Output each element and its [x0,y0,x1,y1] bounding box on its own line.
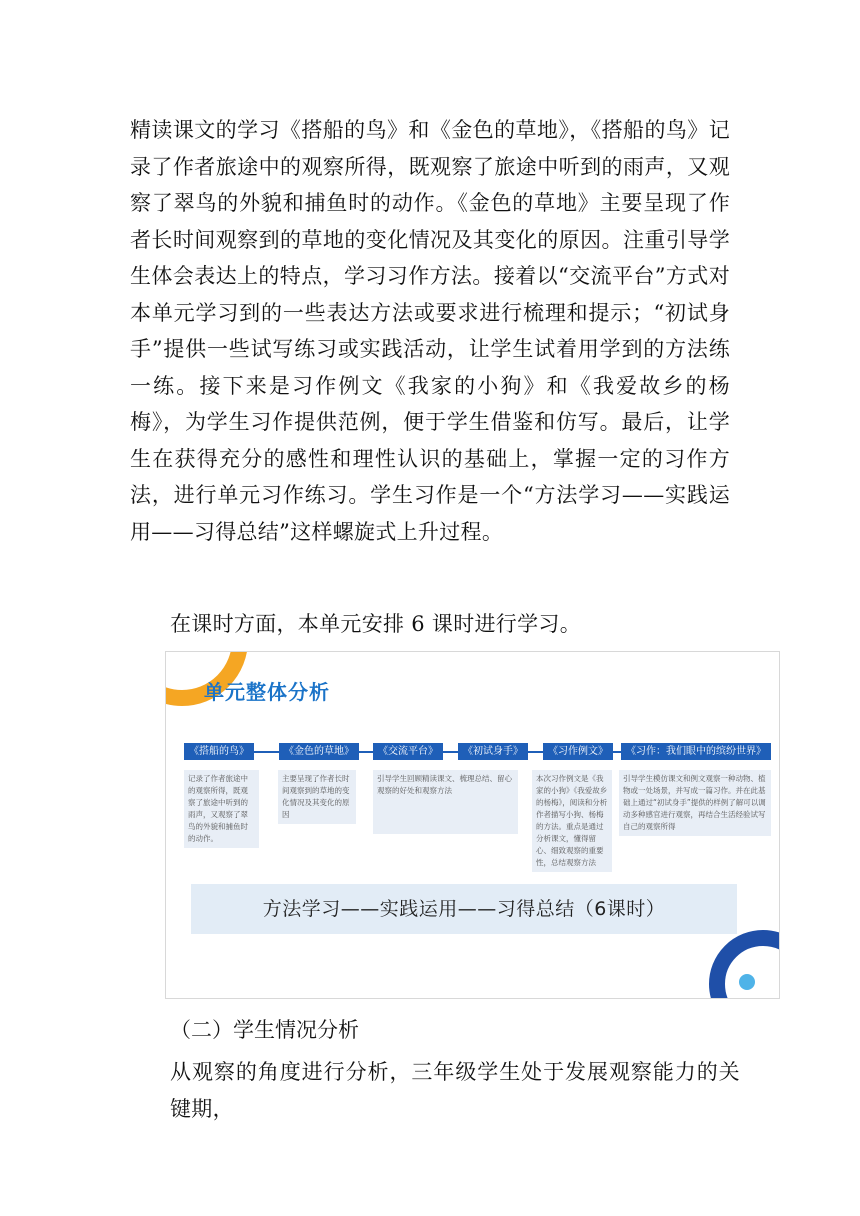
section-heading: （二）学生情况分析 [170,1018,359,1042]
timeline-tag: 《习作例文》 [543,743,613,760]
timeline-tag: 《习作：我们眼中的缤纷世界》 [621,743,771,760]
timeline-tag: 《交流平台》 [373,743,443,760]
slide-title: 单元整体分析 [204,680,330,704]
timeline-tag: 《初试身手》 [458,743,528,760]
body-paragraph-2: 在课时方面，本单元安排 6 课时进行学习。 [170,612,582,636]
method-banner: 方法学习——实践运用——习得总结（6课时） [191,884,737,934]
timeline-tag: 《金色的草地》 [279,743,359,760]
decorative-dot [739,974,755,990]
timeline-note: 引导学生模仿课文和例文观察一种动物、植物或一处场景，并写成一篇习作。并在此基础上通过“初试身手”提供的样例了解可以调动多种感官进行观察，再结合生活经验试写自己的观察所得 [619,770,771,836]
timeline-note: 本次习作例文是《我家的小狗》《我爱故乡的杨梅》，阅读和分析作者描写小狗、杨梅的方法。重点是通过分析课文，懂得留心、细致观察的重要性，总结观察方法 [532,770,612,872]
body-paragraph-3: 从观察的角度进行分析，三年级学生处于发展观察能力的关键期， [170,1060,740,1121]
timeline-note: 记录了作者旅途中的观察所得，既观察了旅途中听到的雨声，又观察了翠鸟的外貌和捕鱼时的动作。 [184,770,259,848]
timeline-note: 引导学生回顾精读课文、梳理总结、留心观察的好处和观察方法 [373,770,518,834]
timeline-note: 主要呈现了作者长时间观察到的草地的变化情况及其变化的原因 [278,770,356,824]
unit-analysis-slide [165,651,780,999]
timeline-tag: 《搭船的鸟》 [184,743,254,760]
body-paragraph-1: 精读课文的学习《搭船的鸟》和《金色的草地》，《搭船的鸟》记录了作者旅途中的观察所得，既观察了旅途中听到的雨声，又观察了翠鸟的外貌和捕鱼时的动作。《金色的草地》主要呈现了作者长时间观察到的草地的变化情况及其变化的原因。注重引导学生体会表达上的特点，学习习作方法。接着以“交流平台”方式对本单元学习到的一些表达方法或要求进行梳理和提示；“初试身手”提供一些试写练习或实践活动，让学生试着用学到的方法练一练。接下来是习作例文《我家的小狗》和《我爱故乡的杨梅》，为学生习作提供范例，便于学生借鉴和仿写。最后，让学生在获得充分的感性和理性认识的基础上，掌握一定的习作方法，进行单元习作练习。学生习作是一个“方法学习——实践运用——习得总结”这样螺旋式上升过程。 [130,118,730,544]
